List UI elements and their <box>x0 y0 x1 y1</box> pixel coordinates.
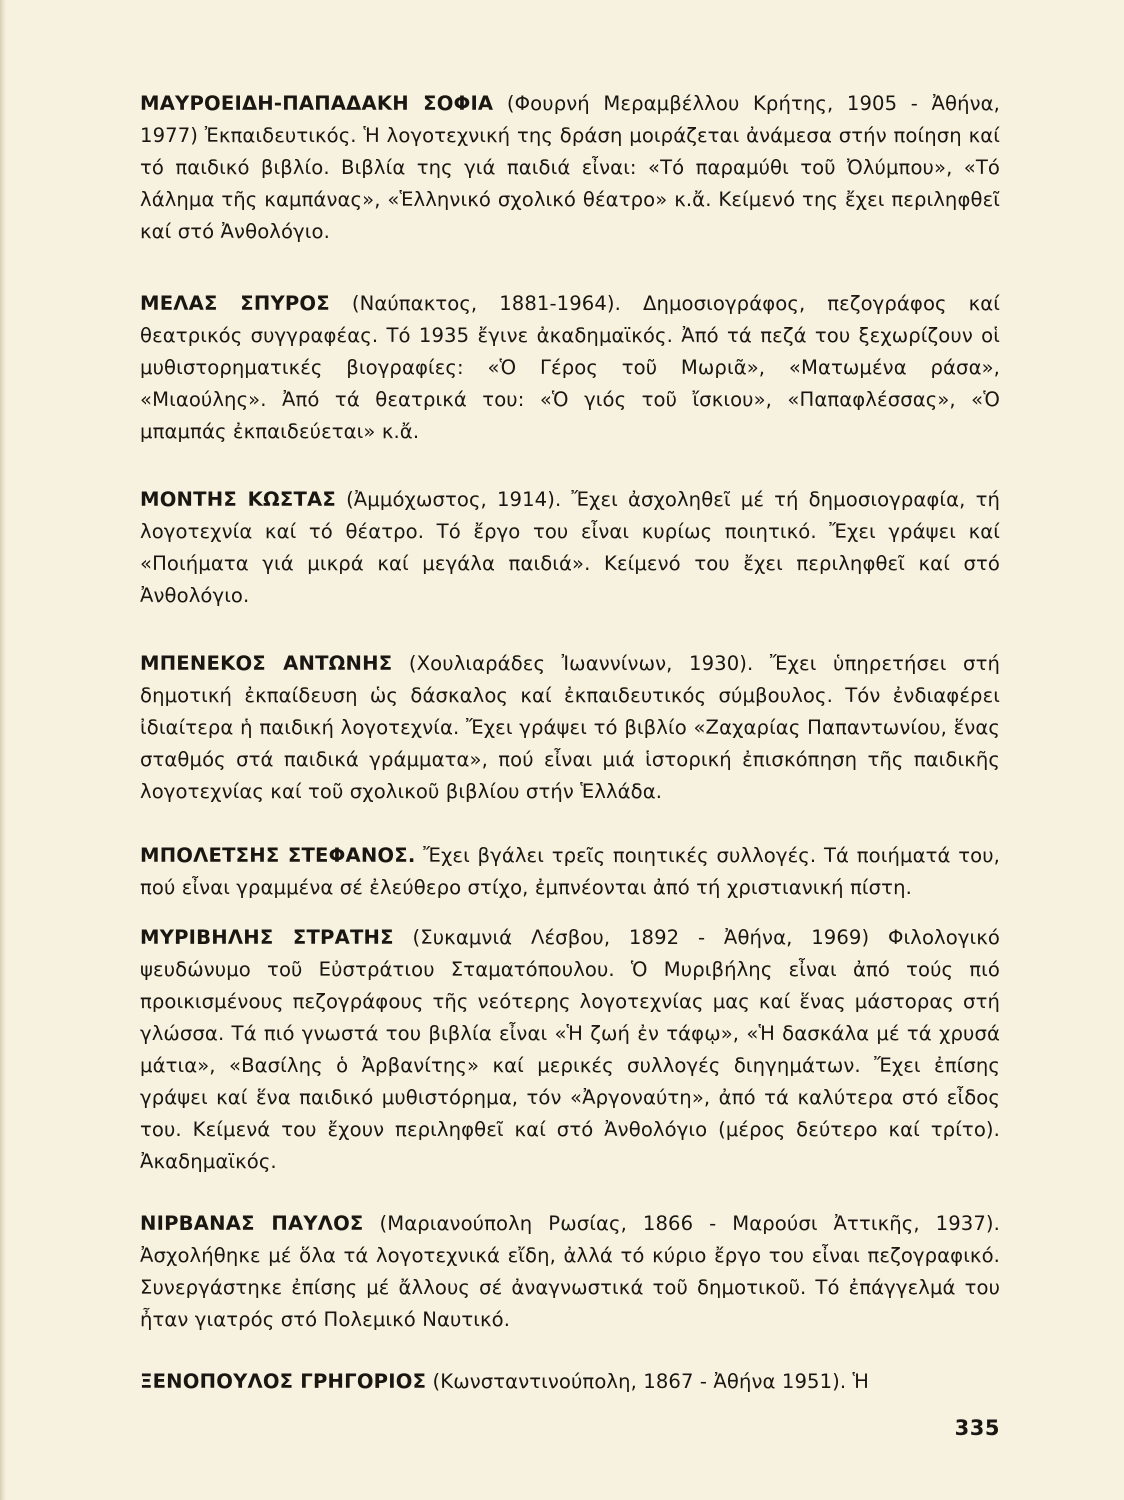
entry-text: (Συκαμνιά Λέσβου, 1892 - Ἀθήνα, 1969) Φιλολογικό ψευδώνυμο τοῦ Εὐστράτιου Σταματόπουλου. Ὁ Μυριβήλης εἶναι ἀπό τούς πιό προικισμένους πεζογράφους τῆς νεότερης λογοτεχνίας μας καί ἕνας μάστορας στή γλώσσα. Τά πιό γνωστά του βιβλία εἶναι «Ἡ ζωή ἐν τάφῳ», «Ἡ δασκάλα μέ τά χρυσά μάτια», «Βασίλης ὁ Ἀρβανίτης» καί μερικές συλλογές διηγημάτων. Ἔχει ἐπίσης γράψει καί ἕνα παιδικό μυθιστόρημα, τόν «Ἀργοναύτη», ἀπό τά καλύτερα στό εἶδος του. Κείμενά του ἔχουν περιληφθεῖ καί στό Ἀνθολόγιο (μέρος δεύτερο καί τρίτο). Ἀκαδημαϊκός. <box>140 926 1000 1173</box>
entry-name: ΜΕΛΑΣ ΣΠΥΡΟΣ <box>140 292 330 315</box>
entry-xenopoulos <box>140 1366 1000 1398</box>
page-number: 335 <box>954 1416 1000 1440</box>
entry-mavroeidi-papadaki <box>140 88 1000 248</box>
entry-text: (Κωνσταντινούπολη, 1867 - Ἀθήνα 1951). Ἡ <box>432 1370 870 1393</box>
entry-myrivilis <box>140 922 1000 1178</box>
entry-text: (Φουρνή Μεραμβέλλου Κρήτης, 1905 - Ἀθήνα, 1977) Ἐκπαιδευτικός. Ἡ λογοτεχνική της δράση μοιράζεται ἀνάμεσα στήν ποίηση καί τό παιδικό βιβλίο. Βιβλία της γιά παιδιά εἶναι: «Τό παραμύθι τοῦ Ὀλύμπου», «Τό λάλημα τῆς καμπάνας», «Ἑλληνικό σχολικό θέατρο» κ.ἄ. Κείμενό της ἔχει περιληφθεῖ καί στό Ἀνθολόγιο. <box>140 92 1001 243</box>
page-binding-edge <box>0 0 6 1500</box>
entry-montis <box>140 484 1000 612</box>
entry-name: ΜΑΥΡΟΕΙΔΗ-ΠΑΠΑΔΑΚΗ ΣΟΦΙΑ <box>140 92 494 115</box>
entry-text: (Μαριανούπολη Ρωσίας, 1866 - Μαρούσι Ἀττικῆς, 1937). Ἀσχολήθηκε μέ ὅλα τά λογοτεχνικά εἴδη, ἀλλά τό κύριο ἔργο του εἶναι πεζογραφικό. Συνεργάστηκε ἐπίσης μέ ἄλλους σέ ἀναγνωστικά τοῦ δημοτικοῦ. Τό ἐπάγγελμά του ἦταν γιατρός στό Πολεμικό Ναυτικό. <box>140 1212 1000 1331</box>
entry-name: ΜΟΝΤΗΣ ΚΩΣΤΑΣ <box>140 488 336 511</box>
entry-name: ΜΥΡΙΒΗΛΗΣ ΣΤΡΑΤΗΣ <box>140 926 394 949</box>
entry-name: ΜΠΕΝΕΚΟΣ ΑΝΤΩΝΗΣ <box>140 652 393 675</box>
entry-name: ΜΠΟΛΕΤΣΗΣ ΣΤΕΦΑΝΟΣ. <box>140 844 416 867</box>
page-body <box>140 88 1000 1398</box>
entry-boletsis <box>140 840 1000 904</box>
entry-name: ΞΕΝΟΠΟΥΛΟΣ ΓΡΗΓΟΡΙΟΣ <box>140 1370 427 1393</box>
entry-name: ΝΙΡΒΑΝΑΣ ΠΑΥΛΟΣ <box>140 1212 364 1235</box>
entry-text: (Ἀμμόχωστος, 1914). Ἔχει ἀσχοληθεῖ μέ τή δημοσιογραφία, τή λογοτεχνία καί τό θέατρο. Τό ἔργο του εἶναι κυρίως ποιητικό. Ἔχει γράψει καί «Ποιήματα γιά μικρά καί μεγάλα παιδιά». Κείμενό του ἔχει περιληφθεῖ καί στό Ἀνθολόγιο. <box>140 488 1000 607</box>
entry-nirvanas <box>140 1208 1000 1336</box>
entry-text: (Χουλιαράδες Ἰωαννίνων, 1930). Ἔχει ὑπηρετήσει στή δημοτική ἐκπαίδευση ὡς δάσκαλος καί ἐκπαιδευτικός σύμβουλος. Τόν ἐνδιαφέρει ἰδιαίτερα ἡ παιδική λογοτεχνία. Ἔχει γράψει τό βιβλίο «Ζαχαρίας Παπαντωνίου, ἕνας σταθμός στά παιδικά γράμματα», πού εἶναι μιά ἱστορική ἐπισκόπηση τῆς παιδικῆς λογοτεχνίας καί τοῦ σχολικοῦ βιβλίου στήν Ἑλλάδα. <box>140 652 1000 803</box>
entry-text: (Ναύπακτος, 1881-1964). Δημοσιογράφος, πεζογράφος καί θεατρικός συγγραφέας. Τό 1935 ἔγινε ἀκαδημαϊκός. Ἀπό τά πεζά του ξεχωρίζουν οἱ μυθιστορηματικές βιογραφίες: «Ὁ Γέρος τοῦ Μωριᾶ», «Ματωμένα ράσα», «Μιαούλης». Ἀπό τά θεατρικά του: «Ὁ γιός τοῦ ἴσκιου», «Παπαφλέσσας», «Ὁ μπαμπάς ἐκπαιδεύεται» κ.ἄ. <box>140 292 1000 443</box>
entry-melas <box>140 288 1000 448</box>
entry-benekos <box>140 648 1000 808</box>
entry-text: Ἔχει βγάλει τρεῖς ποιητικές συλλογές. Τά ποιήματά του, πού εἶναι γραμμένα σέ ἐλεύθερο στίχο, ἐμπνέονται ἀπό τή χριστιανική πίστη. <box>140 844 1000 899</box>
